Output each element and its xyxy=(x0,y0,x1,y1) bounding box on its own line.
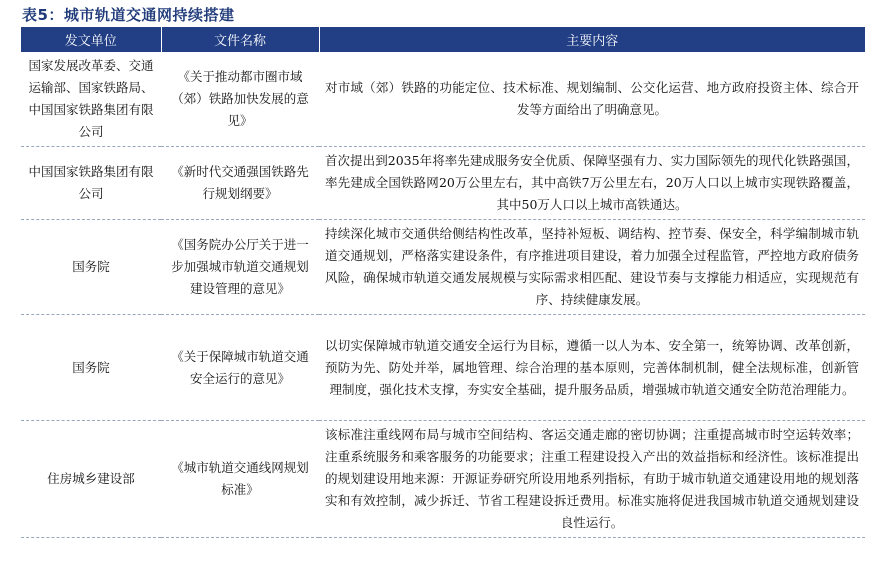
issuer-cell: 中国国家铁路集团有限公司 xyxy=(21,147,161,220)
document-cell: 《国务院办公厅关于进一步加强城市轨道交通规划建设管理的意见》 xyxy=(161,220,319,315)
policy-table xyxy=(21,27,865,538)
document-cell: 《关于推动都市圈市域（郊）铁路加快发展的意见》 xyxy=(161,52,319,147)
table-row xyxy=(21,315,865,421)
issuer-cell: 国务院 xyxy=(21,220,161,315)
document-cell: 《新时代交通强国铁路先行规划纲要》 xyxy=(161,147,319,220)
content-cell: 首次提出到2035年将率先建成服务安全优质、保障坚强有力、实力国际领先的现代化铁路强国，率先建成全国铁路网20万公里左右，其中高铁7万公里左右，20万人口以上城市实现铁路覆盖，其中50万人口以上城市高铁通达。 xyxy=(319,147,865,220)
header-content: 主要内容 xyxy=(319,27,865,52)
header-document: 文件名称 xyxy=(161,27,319,52)
header-issuer: 发文单位 xyxy=(21,27,161,52)
table-row xyxy=(21,220,865,315)
table-title: 表5：城市轨道交通网持续搭建 xyxy=(22,6,235,24)
issuer-cell: 住房城乡建设部 xyxy=(21,421,161,538)
issuer-cell: 国家发展改革委、交通运输部、国家铁路局、中国国家铁路集团有限公司 xyxy=(21,52,161,147)
table-row xyxy=(21,147,865,220)
content-cell: 对市域（郊）铁路的功能定位、技术标准、规划编制、公交化运营、地方政府投资主体、综合开发等方面给出了明确意见。 xyxy=(319,52,865,147)
content-cell: 以切实保障城市轨道交通安全运行为目标，遵循一以人为本、安全第一，统筹协调、改革创新，预防为先、防处并举，属地管理、综合治理的基本原则，完善体制机制，健全法规标准，创新管理制度，强化技术支撑，夯实安全基础，提升服务品质，增强城市轨道交通安全防范治理能力。 xyxy=(319,315,865,421)
issuer-cell: 国务院 xyxy=(21,315,161,421)
table-header-row xyxy=(21,27,865,52)
table-row xyxy=(21,52,865,147)
content-cell: 该标准注重线网布局与城市空间结构、客运交通走廊的密切协调；注重提高城市时空运转效率；注重系统服务和乘客服务的功能要求；注重工程建设投入产出的效益指标和经济性。该标准提出的规划建设用地来源：开源证券研究所设用地系列指标，有助于城市轨道交通建设用地的规划落实和有效控制，减少拆迁、节省工程建设拆迁费用。标准实施将促进我国城市轨道交通规划建设良性运行。 xyxy=(319,421,865,538)
document-cell: 《城市轨道交通线网规划标准》 xyxy=(161,421,319,538)
table-row xyxy=(21,421,865,538)
document-cell: 《关于保障城市轨道交通安全运行的意见》 xyxy=(161,315,319,421)
content-cell: 持续深化城市交通供给侧结构性改革，坚持补短板、调结构、控节奏、保安全，科学编制城市轨道交通规划，严格落实建设条件，有序推进项目建设，着力加强全过程监管，严控地方政府债务风险，确保城市轨道交通发展规模与实际需求相匹配、建设节奏与支撑能力相适应，实现规范有序、持续健康发展。 xyxy=(319,220,865,315)
